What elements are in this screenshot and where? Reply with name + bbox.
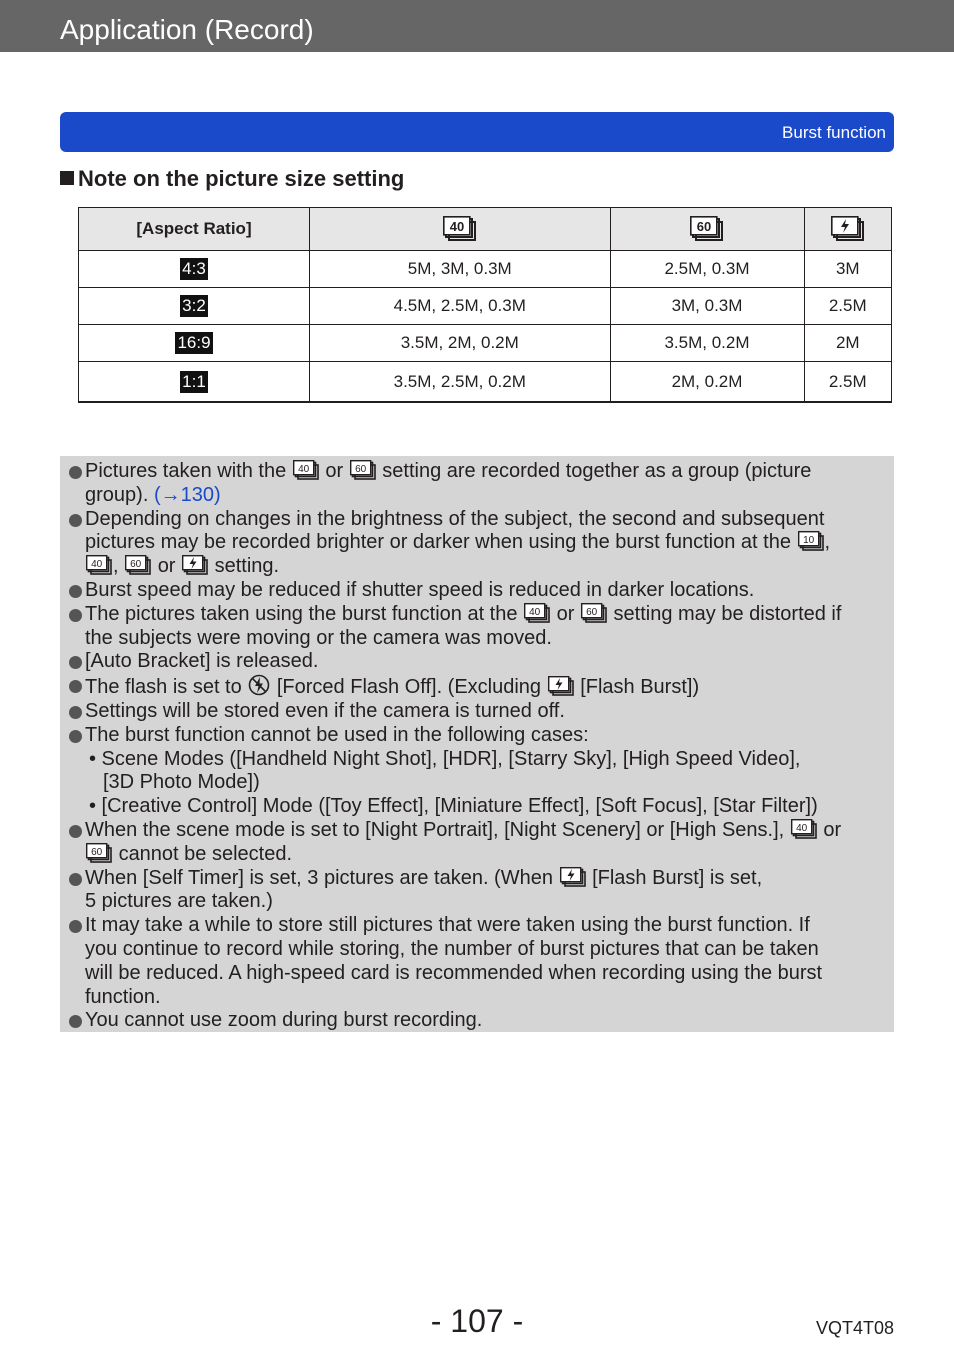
list-item — [68, 460, 886, 508]
sub-item-continued: [3D Photo Mode]) — [103, 771, 260, 794]
sub-item: • [Creative Control] Mode ([Toy Effect], [Miniature Effect], [Soft Focus], [Star Filter]) — [89, 795, 818, 818]
note-heading — [60, 166, 404, 192]
burst-40-icon — [86, 555, 112, 575]
burst-60-icon — [350, 460, 376, 480]
page-reference-link[interactable]: (→130) — [153, 483, 221, 506]
burst-40-header — [310, 208, 611, 251]
list-item — [68, 579, 886, 603]
flash-burst-icon — [182, 555, 208, 575]
note-text: [Flash Burst] is set, — [592, 866, 763, 889]
page-title: Application (Record) — [60, 14, 314, 45]
burst-60-icon — [581, 603, 607, 623]
list-item — [68, 819, 886, 867]
svg-text:40: 40 — [297, 464, 310, 475]
svg-text:40: 40 — [449, 219, 464, 234]
svg-text:40: 40 — [529, 606, 541, 618]
list-item — [68, 867, 886, 915]
note-text: The pictures taken using the burst function at the — [85, 602, 518, 625]
note-text: the subjects were moving or the camera was moved. — [85, 626, 552, 649]
note-text: setting. — [214, 555, 280, 578]
table-cell: 2.5M, 0.3M — [610, 251, 804, 288]
sub-item: • Scene Modes ([Handheld Night Shot], [HDR], [Starry Sky], [High Speed Video], — [89, 747, 801, 770]
note-text: group). — [85, 483, 149, 506]
note-text: or — [823, 818, 842, 841]
note-text: or — [157, 555, 176, 578]
flash-burst-icon — [560, 867, 586, 887]
svg-text:60: 60 — [354, 464, 366, 475]
burst-60-icon — [86, 843, 112, 863]
table-cell: 3.5M, 2M, 0.2M — [310, 325, 611, 362]
list-item — [68, 914, 886, 1009]
flash-burst-icon — [548, 676, 574, 696]
note-text: function. — [85, 985, 161, 1008]
burst-60-icon — [690, 216, 724, 242]
svg-text:60: 60 — [696, 219, 712, 234]
table-cell: 2.5M — [804, 288, 892, 325]
section-bar — [60, 112, 894, 152]
aspect-ratio-header: [Aspect Ratio] — [79, 208, 310, 251]
note-text: 5 pictures are taken.) — [85, 890, 273, 913]
svg-text:60: 60 — [586, 606, 598, 618]
note-text: cannot be selected. — [118, 842, 293, 865]
note-text: When the scene mode is set to [Night Portrait], [Night Scenery] or [High Sens.], — [85, 818, 785, 841]
note-text: setting may be distorted if — [613, 602, 842, 625]
list-item — [68, 724, 886, 819]
note-text: Depending on changes in the brightness of the subject, the second and subsequent — [85, 507, 825, 530]
list-item — [68, 508, 886, 579]
svg-text:60: 60 — [130, 559, 142, 571]
table-cell: 5M, 3M, 0.3M — [310, 251, 611, 288]
aspect-ratio-cell — [79, 288, 310, 325]
ratio-3-2-icon: 3:2 — [182, 296, 206, 315]
note-text: You cannot use zoom during burst recording. — [85, 1009, 483, 1032]
note-text: , — [113, 555, 119, 578]
table-cell: 2.5M — [804, 362, 892, 403]
note-text: setting are recorded together as a group (picture — [382, 460, 812, 482]
note-text: The flash is set to — [85, 676, 242, 699]
table-cell: 2M — [804, 325, 892, 362]
table-cell: 3M — [804, 251, 892, 288]
table-cell: 3.5M, 2.5M, 0.2M — [310, 362, 611, 403]
notes-list — [68, 460, 886, 1033]
burst-10-icon — [798, 531, 824, 551]
note-text: pictures may be recorded brighter or darker when using the burst function at the — [85, 531, 791, 554]
document-code: VQT4T08 — [815, 1318, 894, 1338]
table-row — [79, 362, 892, 403]
table-cell: 3M, 0.3M — [610, 288, 804, 325]
note-text: Settings will be stored even if the camera is turned off. — [85, 699, 565, 722]
note-text: [Auto Bracket] is released. — [85, 650, 319, 673]
list-item — [68, 650, 886, 674]
note-text: you continue to record while storing, the number of burst pictures that can be taken — [85, 937, 819, 960]
section-label: Burst function — [782, 123, 886, 142]
header-bar — [0, 0, 954, 52]
picture-size-table — [78, 207, 892, 403]
note-heading-text: Note on the picture size setting — [78, 166, 405, 191]
aspect-ratio-cell — [79, 362, 310, 403]
note-text: , — [824, 531, 831, 554]
flash-burst-icon — [831, 216, 865, 242]
table-cell: 4.5M, 2.5M, 0.3M — [310, 288, 611, 325]
note-text: The burst function cannot be used in the following cases: — [85, 723, 589, 746]
svg-text:40: 40 — [795, 822, 808, 834]
note-text: will be reduced. A high-speed card is recommended when recording using the burst — [85, 961, 823, 984]
note-text: When [Self Timer] is set, 3 pictures are taken. (When — [85, 866, 553, 889]
note-text: [Forced Flash Off]. (Excluding — [276, 676, 542, 699]
list-item — [68, 1009, 886, 1033]
table-header-row — [79, 208, 892, 251]
page-number: - 107 - — [430, 1303, 524, 1339]
burst-60-header — [610, 208, 804, 251]
note-text: It may take a while to store still pictures that were taken using the burst function. If — [85, 914, 810, 937]
table-row — [79, 288, 892, 325]
note-text: [Flash Burst]) — [580, 676, 700, 699]
table-row — [79, 251, 892, 288]
note-text: Pictures taken with the — [85, 460, 287, 482]
list-item — [68, 674, 886, 700]
svg-text:40: 40 — [91, 559, 103, 571]
burst-40-icon — [443, 216, 477, 242]
notes-box — [60, 456, 894, 1032]
flash-burst-header — [804, 208, 892, 251]
burst-40-icon — [524, 603, 550, 623]
svg-text:60: 60 — [91, 846, 103, 858]
svg-text:10: 10 — [802, 535, 814, 547]
list-item — [68, 603, 886, 651]
table-cell: 3.5M, 0.2M — [610, 325, 804, 362]
aspect-ratio-cell — [79, 251, 310, 288]
flash-off-icon — [248, 674, 270, 696]
table-cell: 2M, 0.2M — [610, 362, 804, 403]
square-bullet-icon — [60, 171, 74, 185]
note-text: or — [325, 460, 344, 482]
burst-60-icon — [125, 555, 151, 575]
ratio-1-1-icon: 1:1 — [182, 371, 206, 391]
aspect-ratio-cell — [79, 325, 310, 362]
list-item — [68, 700, 886, 724]
table-row — [79, 325, 892, 362]
burst-40-icon — [293, 460, 319, 480]
ratio-16-9-icon: 16:9 — [177, 333, 211, 352]
ratio-4-3-icon: 4:3 — [182, 259, 206, 278]
note-text: or — [556, 602, 575, 625]
burst-40-icon — [791, 819, 817, 839]
note-text: Burst speed may be reduced if shutter speed is reduced in darker locations. — [85, 578, 755, 601]
